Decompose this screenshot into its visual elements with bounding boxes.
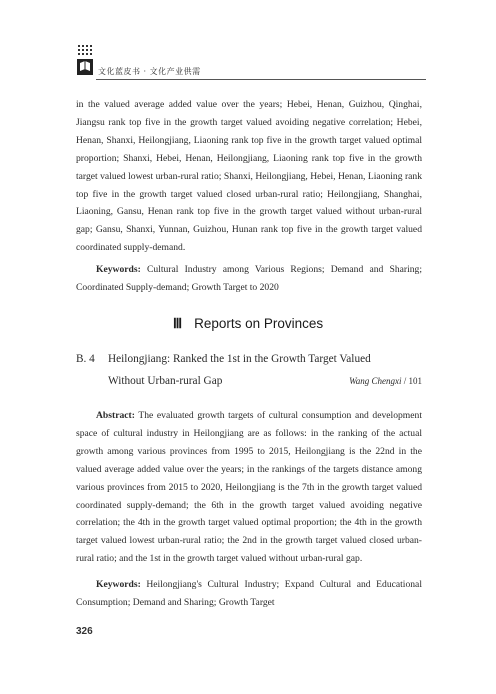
abstract-label: Abstract: (96, 410, 135, 421)
keywords-label: Keywords: (96, 264, 141, 275)
keywords-paragraph-2 (76, 576, 422, 612)
section-heading (0, 316, 496, 332)
abstract-paragraph (76, 407, 422, 568)
section-number: Ⅲ (172, 316, 183, 331)
keywords-label-2: Keywords: (96, 579, 141, 590)
keywords-text-2: Heilongjiang's Cultural Industry; Expand Cultural and Educational Consumption; Demand and Sharing; Growth Target (76, 579, 422, 608)
report-entry (76, 348, 422, 392)
header-divider (96, 79, 426, 80)
entry-author-line (349, 370, 422, 392)
section-title: Reports on Provinces (194, 316, 324, 331)
entry-page-ref: / 101 (401, 376, 422, 386)
entry-title: Heilongjiang: Ranked the 1st in the Growth Target Valued (108, 353, 371, 365)
entry-title-continued: Without Urban-rural Gap (108, 375, 223, 387)
entry-number: B. 4 (76, 353, 95, 365)
dot-grid-icon (78, 45, 94, 59)
series-title: 文化蓝皮书 · 文化产业供需 (98, 67, 201, 76)
book-icon (76, 58, 94, 76)
page-number: 326 (76, 626, 93, 637)
abstract-continuation: in the valued average added value over the years; Hebei, Henan, Guizhou, Qinghai, Jiangsu rank top five in the growth target valued avoiding negative correlation; Hebei, Henan, Shanxi, Heilongjiang, Liaoning rank top five in the growth target valued optimal proportion; Shanxi, Hebei, Henan, Heilongjiang, Liaoning rank top five in the growth target valued lowest urban-rural ratio; Shanxi, Heilongjiang, Hebei, Henan, Liaoning rank top five in the growth target valued closed urban-rural ratio; Heilongjiang, Shanghai, Liaoning, Gansu, Henan rank top five in the growth target valued without urban-rural gap; Gansu, Shanxi, Yunnan, Guizhou, Hunan rank top five in the growth target valued coordinated supply-demand. (76, 99, 422, 254)
entry-author: Wang Chengxi (349, 376, 402, 386)
keywords-paragraph (76, 261, 422, 297)
series-logo (76, 45, 96, 77)
abstract-text: The evaluated growth targets of cultural consumption and development space of cultural industry in Heilongjiang are as follows: in the ranking of the actual growth among various provinces from 1995 to 2015, Heilongjiang is the 22nd in the valued average added value over the years; in the rankings of the targets distance among various provinces from 2015 to 2020, Heilongjiang is the 7th in the growth target valued coordinated supply-demand; the 6th in the growth target valued avoiding negative correlation; the 4th in the growth target valued optimal proportion; the 4th in the growth target valued lowest urban-rural ratio; the 2nd in the growth target valued closed urban-rural ratio; and the 1st in the growth target valued without urban-rural gap. (76, 410, 422, 565)
keywords-text: Cultural Industry among Various Regions; Demand and Sharing; Coordinated Supply-demand; Growth Target to 2020 (76, 264, 422, 293)
